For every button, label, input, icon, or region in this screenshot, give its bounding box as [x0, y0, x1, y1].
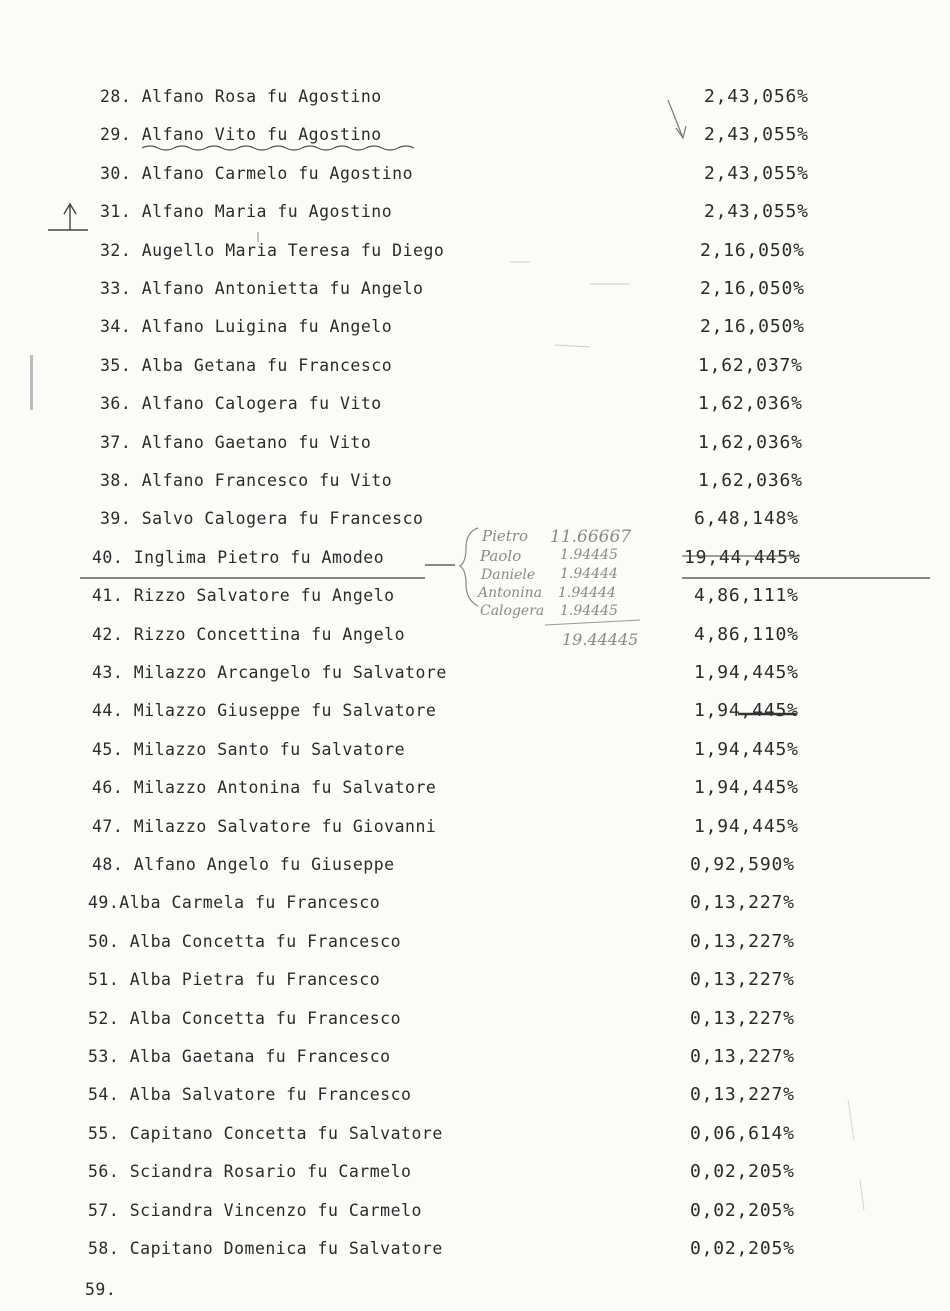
entry-share: 0,13,227% — [690, 930, 795, 952]
entry-share: 0,92,590% — [690, 854, 795, 875]
entry-share: 1,62,036% — [698, 470, 803, 491]
entry-row — [0, 658, 950, 688]
entry-name: 54. Alba Salvatore fu Francesco — [88, 1085, 412, 1105]
note-value-4: 1.94444 — [558, 585, 616, 601]
entry-name: 58. Capitano Domenica fu Salvatore — [88, 1239, 443, 1258]
entry-row — [0, 927, 950, 957]
note-total: 19.44445 — [562, 630, 639, 649]
entry-name: 37. Alfano Gaetano fu Vito — [100, 432, 372, 452]
entry-share: 4,86,111% — [694, 585, 799, 607]
entry-name: 41. Rizzo Salvatore fu Angelo — [92, 586, 395, 606]
entry-row — [0, 274, 950, 304]
entry-row — [0, 466, 950, 496]
entry-share: 0,13,227% — [690, 892, 795, 914]
entry-share: 2,16,050% — [700, 239, 805, 261]
entry-name: 46. Milazzo Antonina fu Salvatore — [92, 778, 437, 798]
entry-name: 55. Capitano Concetta fu Salvatore — [88, 1123, 443, 1143]
entry-share: 1,94,445% — [694, 777, 799, 799]
entry-row — [0, 620, 950, 650]
note-name-1: Pietro — [482, 527, 528, 545]
entry-share: 1,94,445% — [694, 700, 799, 722]
entry-name: 36. Alfano Calogera fu Vito — [100, 394, 382, 414]
entry-row — [0, 773, 950, 803]
entry-name: 52. Alba Concetta fu Francesco — [88, 1008, 402, 1028]
entry-name: 40. Inglima Pietro fu Amodeo — [92, 547, 385, 567]
entry-row — [0, 812, 950, 842]
entry-name: 49.Alba Carmela fu Francesco — [88, 893, 381, 913]
entry-share: 6,48,148% — [694, 508, 799, 530]
entry-share: 2,16,050% — [700, 278, 805, 299]
entry-share: 1,94,445% — [694, 738, 799, 760]
entry-name: 44. Milazzo Giuseppe fu Salvatore — [92, 701, 437, 721]
entry-name: 35. Alba Getana fu Francesco — [100, 355, 393, 375]
entry-share: 0,13,227% — [690, 1046, 795, 1067]
entry-row — [0, 312, 950, 342]
entry-share: 0,02,205% — [690, 1161, 795, 1183]
entry-share: 0,13,227% — [690, 1007, 795, 1029]
entry-name: 47. Milazzo Salvatore fu Giovanni — [92, 816, 437, 836]
note-value-1: 11.66667 — [550, 527, 632, 547]
entry-share: 2,16,050% — [700, 316, 805, 338]
entry-row — [0, 850, 950, 880]
entry-share: 2,43,055% — [704, 124, 809, 146]
entry-name: 30. Alfano Carmelo fu Agostino — [100, 163, 414, 183]
entry-name: 43. Milazzo Arcangelo fu Salvatore — [92, 663, 447, 682]
entry-row — [0, 197, 950, 227]
entry-name: 29. Alfano Vito fu Agostino — [100, 125, 382, 145]
note-name-4: Antonina — [478, 585, 543, 601]
entry-row — [0, 543, 950, 573]
entry-row — [0, 1042, 950, 1072]
entry-row — [0, 735, 950, 765]
entry-name: 42. Rizzo Concettina fu Angelo — [92, 624, 406, 644]
entry-row — [0, 1157, 950, 1187]
entry-name: 28. Alfano Rosa fu Agostino — [100, 87, 382, 106]
entry-row — [0, 1234, 950, 1264]
entry-name: 32. Augello Maria Teresa fu Diego — [100, 240, 445, 260]
entry-share: 1,94,445% — [694, 815, 799, 837]
entry-share: 0,13,227% — [690, 1084, 795, 1106]
entry-name: 50. Alba Concetta fu Francesco — [88, 931, 402, 951]
entry-row — [0, 236, 950, 266]
entry-name: 34. Alfano Luigina fu Angelo — [100, 317, 393, 337]
entry-name: 39. Salvo Calogera fu Francesco — [100, 509, 424, 529]
entry-share: 2,43,055% — [704, 162, 809, 184]
entry-name: 38. Alfano Francesco fu Vito — [100, 471, 393, 490]
entry-row — [0, 82, 950, 112]
note-name-5: Calogera — [480, 603, 545, 619]
entry-name: 48. Alfano Angelo fu Giuseppe — [92, 855, 395, 874]
last-entry-number: 59. — [85, 1280, 117, 1299]
entry-share: 1,62,036% — [698, 431, 803, 453]
entry-row — [0, 965, 950, 995]
entry-name: 33. Alfano Antonietta fu Angelo — [100, 279, 424, 298]
entry-share: 4,86,110% — [694, 623, 799, 645]
note-value-5: 1.94445 — [560, 603, 618, 619]
entry-share: 1,94,445% — [694, 662, 799, 683]
note-value-3: 1.94444 — [560, 566, 618, 582]
last-entry-row — [0, 1275, 950, 1305]
entry-row — [0, 1119, 950, 1149]
entry-share: 2,43,055% — [704, 201, 809, 223]
entry-name: 57. Sciandra Vincenzo fu Carmelo — [88, 1200, 422, 1220]
note-value-2: 1.94445 — [560, 547, 618, 563]
entry-share: 0,06,614% — [690, 1122, 795, 1144]
entry-name: 31. Alfano Maria fu Agostino — [100, 202, 393, 222]
entry-row — [0, 159, 950, 189]
entry-row — [0, 504, 950, 534]
note-name-2: Paolo — [480, 547, 522, 565]
entry-name: 45. Milazzo Santo fu Salvatore — [92, 739, 406, 759]
entry-row — [0, 389, 950, 419]
entry-share: 0,02,205% — [690, 1238, 795, 1259]
entry-row — [0, 581, 950, 611]
entry-row — [0, 1196, 950, 1226]
entry-row — [0, 888, 950, 918]
entry-share: 1,62,036% — [698, 393, 803, 415]
entry-share: 19,44,445% — [684, 546, 801, 568]
entry-share: 2,43,056% — [704, 86, 809, 107]
note-name-3: Daniele — [481, 567, 536, 583]
entry-name: 56. Sciandra Rosario fu Carmelo — [88, 1162, 412, 1182]
entry-row — [0, 1080, 950, 1110]
entry-share: 0,02,205% — [690, 1199, 795, 1221]
entry-row — [0, 1004, 950, 1034]
entry-name: 51. Alba Pietra fu Francesco — [88, 970, 381, 990]
entry-row — [0, 696, 950, 726]
entry-row — [0, 120, 950, 150]
entry-row — [0, 428, 950, 458]
entry-share: 1,62,037% — [698, 354, 803, 376]
entry-share: 0,13,227% — [690, 969, 795, 991]
entry-row — [0, 351, 950, 381]
entry-name: 53. Alba Gaetana fu Francesco — [88, 1047, 391, 1066]
